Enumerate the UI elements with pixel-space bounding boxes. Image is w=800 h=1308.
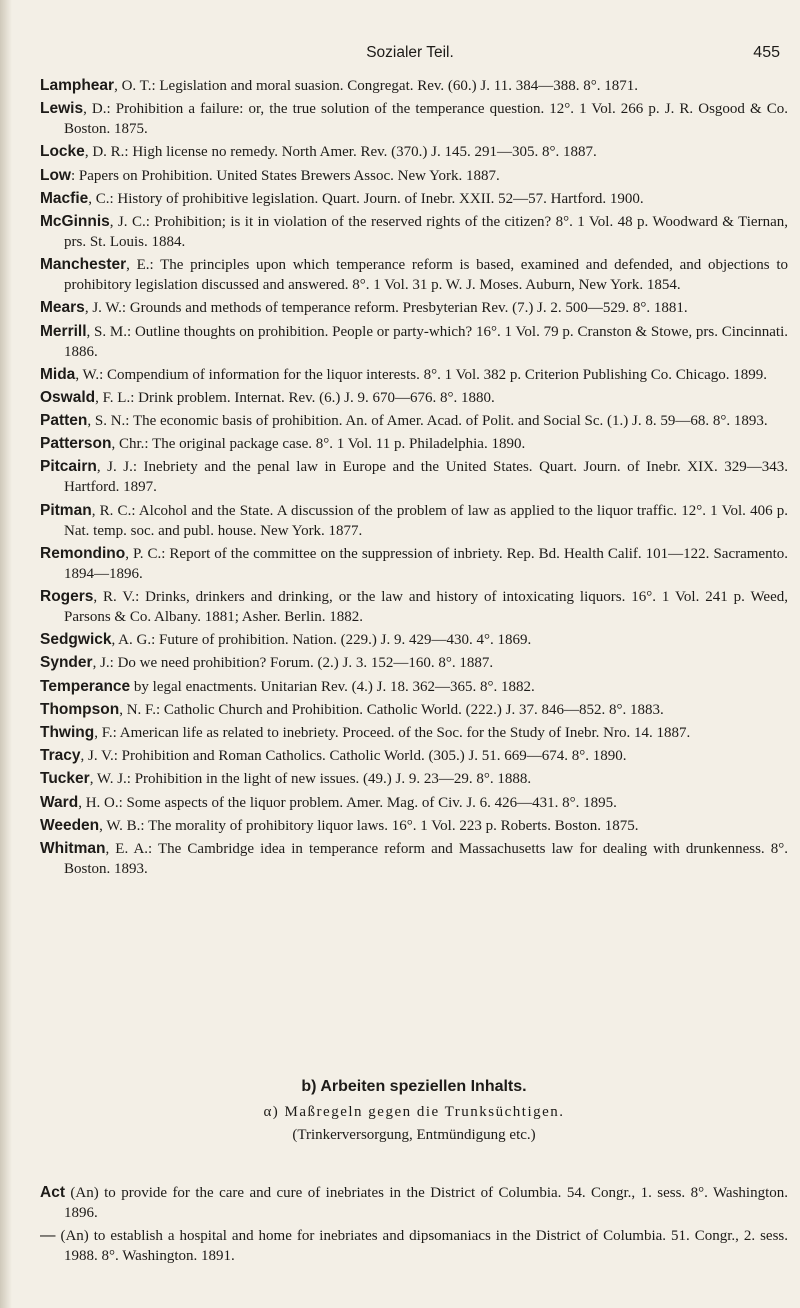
entry-text: , S. M.: Outline thoughts on prohibition. People or party-which? 16°. 1 Vol. 79 p. Cranston & Stowe, prs. Cincinnati. 1886.	[64, 323, 788, 360]
page-gutter-shadow	[0, 0, 12, 1308]
entry-author: Weeden	[40, 816, 100, 834]
entry-text: , H. O.: Some aspects of the liquor problem. Amer. Mag. of Civ. J. 6. 426—431. 8°. 1895.	[78, 794, 617, 811]
bibliography-list	[40, 76, 788, 882]
entry-text: , R. C.: Alcohol and the State. A discussion of the problem of law as applied to the liquor traffic. 12°. 1 Vol. 406 p. Nat. temp. soc. and publ. house. New York. 1877.	[64, 502, 788, 539]
bibliography-entry	[40, 1226, 788, 1266]
entry-text: , Chr.: The original package case. 8°. 1 Vol. 11 p. Philadelphia. 1890.	[111, 436, 526, 453]
bibliography-entry	[40, 587, 788, 627]
entry-text: , C.: History of prohibitive legislation. Quart. Journ. of Inebr. XXII. 52—57. Hartford. 1900.	[88, 190, 644, 207]
section-bibliography-list	[40, 1183, 788, 1269]
entry-text: , D.: Prohibition a failure: or, the true solution of the temperance question. 12°. 1 Vol. 266 p. J. R. Osgood & Co. Boston. 1875.	[64, 101, 788, 138]
entry-author: Sedgwick	[40, 631, 112, 649]
entry-author: Lamphear	[40, 77, 115, 94]
entry-author: Locke	[40, 143, 85, 161]
bibliography-entry	[40, 816, 788, 836]
bibliography-entry	[40, 411, 788, 431]
bibliography-entry	[40, 76, 788, 96]
bibliography-entry	[40, 434, 788, 454]
entry-author: Remondino	[40, 544, 126, 562]
entry-author: Thompson	[40, 700, 120, 718]
entry-text: : Papers on Prohibition. United States Brewers Assoc. New York. 1887.	[71, 167, 500, 184]
bibliography-entry	[40, 723, 788, 743]
entry-author: Whitman	[40, 839, 106, 857]
entry-text: , E.: The principles upon which temperance reform is based, examined and defended, and objections to prohibitory legislation discussed and answered. 8°. 1 Vol. 31 p. W. J. Moses. Auburn, New York. 1854.	[64, 257, 788, 294]
bibliography-entry	[40, 457, 788, 497]
entry-text: , J. W.: Grounds and methods of temperance reform. Presbyterian Rev. (7.) J. 2. 500—529. 8°. 1881.	[84, 300, 688, 317]
entry-author: Temperance	[40, 677, 131, 695]
bibliography-entry	[40, 365, 788, 385]
bibliography-entry	[40, 501, 788, 541]
entry-text: , E. A.: The Cambridge idea in temperance reform and Massachusetts law for dealing with drunkenness. 8°. Boston. 1893.	[64, 840, 788, 877]
bibliography-entry	[40, 1183, 788, 1223]
entry-author: Pitman	[40, 501, 92, 519]
bibliography-entry	[40, 255, 788, 295]
entry-text: , S. N.: The economic basis of prohibition. An. of Amer. Acad. of Polit. and Social Sc. (1.) J. 8. 59—68. 8°. 1893.	[87, 413, 768, 430]
entry-text: , N. F.: Catholic Church and Prohibition. Catholic World. (222.) J. 37. 846—852. 8°. 1883.	[119, 701, 664, 718]
entry-author: Tracy	[40, 747, 81, 765]
bibliography-entry	[40, 142, 788, 162]
bibliography-entry	[40, 99, 788, 139]
entry-author: Macfie	[40, 189, 89, 207]
entry-author: Tucker	[40, 770, 90, 788]
entry-author: Lewis	[40, 100, 84, 118]
entry-text: , F.: American life as related to inebriety. Proceed. of the Soc. for the Study of Inebr. Nro. 14. 1887.	[94, 724, 691, 741]
entry-text: , O. T.: Legislation and moral suasion. Congregat. Rev. (60.) J. 11. 384—388. 8°. 1871.	[114, 78, 638, 94]
entry-text: (An) to provide for the care and cure of inebriates in the District of Columbia. 54. Congr., 1. sess. 8°. Washington. 1896.	[64, 1185, 788, 1221]
page-number: 455	[753, 44, 780, 61]
entry-text: , J.: Do we need prohibition? Forum. (2.) J. 3. 152—160. 8°. 1887.	[92, 655, 494, 672]
bibliography-entry	[40, 839, 788, 879]
running-title: Sozialer Teil.	[366, 44, 454, 61]
entry-author: Merrill	[40, 322, 87, 340]
entry-author: Manchester	[40, 256, 127, 274]
bibliography-entry	[40, 388, 788, 408]
entry-text: , W. B.: The morality of prohibitory liquor laws. 16°. 1 Vol. 223 p. Roberts. Boston. 1875.	[99, 817, 639, 834]
section-heading: b) Arbeiten speziellen Inhalts.	[301, 1078, 527, 1095]
section-subheading: α) Maßregeln gegen die Trunksüchtigen.	[263, 1104, 565, 1120]
bibliography-entry	[40, 793, 788, 813]
entry-text: , J. V.: Prohibition and Roman Catholics. Catholic World. (305.) J. 51. 669—674. 8°. 1890.	[80, 748, 627, 765]
page-header	[40, 44, 780, 68]
entry-text: , J. J.: Inebriety and the penal law in Europe and the United States. Quart. Journ. of Inebr. XIX. 329—343. Hartford. 1897.	[64, 459, 788, 496]
entry-author: Act	[40, 1184, 65, 1201]
bibliography-entry	[40, 653, 788, 673]
bibliography-entry	[40, 677, 788, 697]
entry-author: McGinnis	[40, 212, 110, 230]
entry-author: Mida	[40, 365, 76, 383]
entry-author: Patterson	[40, 435, 112, 453]
section-block	[40, 1078, 788, 1144]
entry-author: Mears	[40, 299, 85, 317]
bibliography-entry	[40, 544, 788, 584]
bibliography-entry	[40, 746, 788, 766]
entry-text: , F. L.: Drink problem. Internat. Rev. (6.) J. 9. 670—676. 8°. 1880.	[95, 389, 495, 406]
entry-author: Rogers	[40, 588, 94, 605]
entry-text: , P. C.: Report of the committee on the suppression of inbriety. Rep. Bd. Health Calif. 101—122. Sacramento. 1894—1896.	[64, 545, 788, 582]
bibliography-entry	[40, 189, 788, 209]
entry-text: , R. V.: Drinks, drinkers and drinking, or the law and history of intoxicating liquors. 16°. 1 Vol. 241 p. Weed, Parsons & Co. Albany. 1881; Asher. Berlin. 1882.	[64, 589, 788, 625]
entry-author: Pitcairn	[40, 458, 97, 476]
entry-author: Synder	[40, 654, 93, 672]
entry-text: (An) to establish a hospital and home for inebriates and dipsomaniacs in the District of Columbia. 51. Congr., 2. sess. 1988. 8°. Washington. 1891.	[55, 1228, 788, 1265]
entry-text: , A. G.: Future of prohibition. Nation. (229.) J. 9. 429—430. 4°. 1869.	[111, 632, 532, 649]
entry-author: Thwing	[40, 723, 95, 741]
entry-author: Ward	[40, 793, 79, 811]
bibliography-entry	[40, 630, 788, 650]
bibliography-entry	[40, 166, 788, 186]
section-note: (Trinkerversorgung, Entmündigung etc.)	[292, 1127, 536, 1143]
entry-text: , W. J.: Prohibition in the light of new issues. (49.) J. 9. 23—29. 8°. 1888.	[89, 771, 532, 788]
entry-text: , J. C.: Prohibition; is it in violation of the reserved rights of the citizen? 8°. 1 Vol. 48 p. Woodward & Tiernan, prs. St. Louis. 1884.	[64, 213, 788, 250]
entry-author: —	[40, 1227, 56, 1245]
bibliography-entry	[40, 298, 788, 318]
bibliography-entry	[40, 700, 788, 720]
entry-text: by legal enactments. Unitarian Rev. (4.) J. 18. 362—365. 8°. 1882.	[130, 678, 535, 695]
entry-author: Oswald	[40, 388, 96, 406]
entry-text: , D. R.: High license no remedy. North Amer. Rev. (370.) J. 145. 291—305. 8°. 1887.	[84, 144, 597, 161]
bibliography-entry	[40, 769, 788, 789]
entry-author: Patten	[40, 412, 88, 430]
entry-author: Low	[40, 166, 71, 184]
entry-text: , W.: Compendium of information for the liquor interests. 8°. 1 Vol. 382 p. Criterion Publishing Co. Chicago. 1899.	[75, 366, 767, 383]
bibliography-entry	[40, 322, 788, 362]
bibliography-entry	[40, 212, 788, 252]
